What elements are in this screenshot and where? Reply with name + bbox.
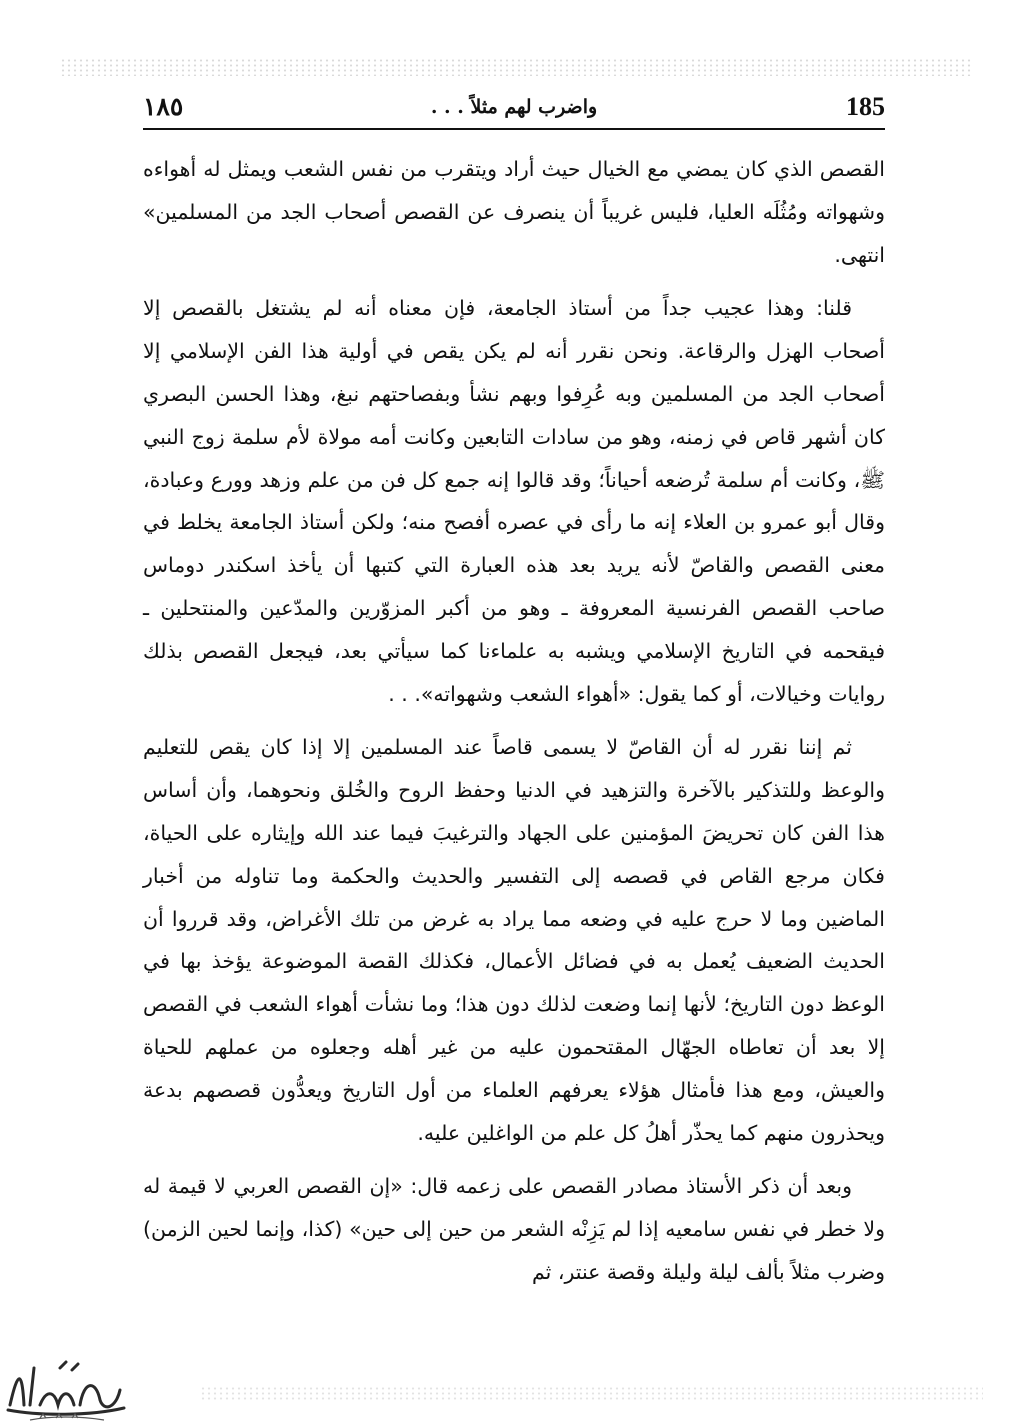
body-text [143,148,885,1294]
scan-noise-bottom [200,1386,983,1400]
paragraph-4: وبعد أن ذكر الأستاذ مصادر القصص على زعمه قال: «إن القصص العربي لا قيمة له ولا خطر في نفس سامعيه إذا لم يَزِنْه الشعر من حين إلى حين» (كذا، وإنما لحين الزمن) وضرب مثلاً بألف ليلة وليلة وقصة عنتر، ثم [143,1174,885,1284]
header-rule [143,128,885,130]
page-header [143,90,885,126]
page-number-latin: 185 [846,92,885,121]
watermark-logo [0,1350,130,1425]
paragraph-3: ثم إننا نقرر له أن القاصّ لا يسمى قاصاً عند المسلمين إلا إذا كان يقص للتعليم والوعظ وللتذكير بالآخرة والتزهيد في الدنيا وحفظ الروح والخُلق ونحوهما، وأن أساس هذا الفن كان تحريضَ المؤمنين على الجهاد والترغيبَ فيما عند الله وإيثاره على الحياة، فكان مرجع القاص في قصصه إلى التفسير والحديث والحكمة وما تناوله من أخبار الماضين وما لا حرج عليه في وضعه مما يراد به غرض من تلك الأغراض، وقد قرروا أن الحديث الضعيف يُعمل به في فضائل الأعمال، فكذلك القصة الموضوعة يؤخذ بها في الوعظ دون التاريخ؛ لأنها إنما وضعت لذلك دون هذا؛ وما نشأت أهواء الشعب في القصص إلا بعد أن تعاطاه الجهّال المقتحمون عليه من غير أهله وجعلوه من عملهم للحياة والعيش، ومع هذا فأمثال هؤلاء يعرفهم العلماء من أول التاريخ ويعدُّون قصصهم بدعة ويحذرون منهم كما يحذّر أهلُ كل علم من الواغلين عليه. [143,735,885,1145]
running-title: واضرب لهم مثلاً . . . [430,96,598,118]
scan-noise-top [60,58,973,76]
paragraph-2: قلنا: وهذا عجيب جداً من أستاذ الجامعة، فإن معناه أنه لم يشتغل بالقصص إلا أصحاب الهزل والرقاعة. ونحن نقرر أنه لم يكن يقص في أولية هذا الفن الإسلامي إلا أصحاب الجد من المسلمين وبه عُرِفوا وبهم نشأ وبفصاحتهم نبغ، وهذا الحسن البصري كان أشهر قاص في زمنه، وهو من سادات التابعين وكانت أمه مولاة لأم سلمة زوج النبي ﷺ، وكانت أم سلمة تُرضعه أحياناً؛ وقد قالوا إنه جمع كل فن من علم وزهد وورع وعبادة، وقال أبو عمرو بن العلاء إنه ما رأى في عصره أفصح منه؛ ولكن أستاذ الجامعة يخلط في معنى القصص والقاصّ لأنه يريد بعد هذه العبارة التي كتبها أن يأخذ اسكندر دوماس صاحب القصص الفرنسية المعروفة ـ وهو من أكبر المزوّرين والمدّعين والمنتحلين ـ فيقحمه في التاريخ الإسلامي ويشبه به علماءنا كما سيأتي بعد، فيجعل القصص بذلك روايات وخيالات، أو كما يقول: «أهواء الشعب وشهواته». . . [143,296,885,706]
paragraph-1: القصص الذي كان يمضي مع الخيال حيث أراد ويتقرب من نفس الشعب ويمثل له أهواءه وشهواته ومُثُلَه العليا، فليس غريباً أن ينصرف عن القصص أصحاب الجد من المسلمين» انتهى. [143,157,885,267]
page-number-arabic: ١٨٥ [143,92,184,121]
